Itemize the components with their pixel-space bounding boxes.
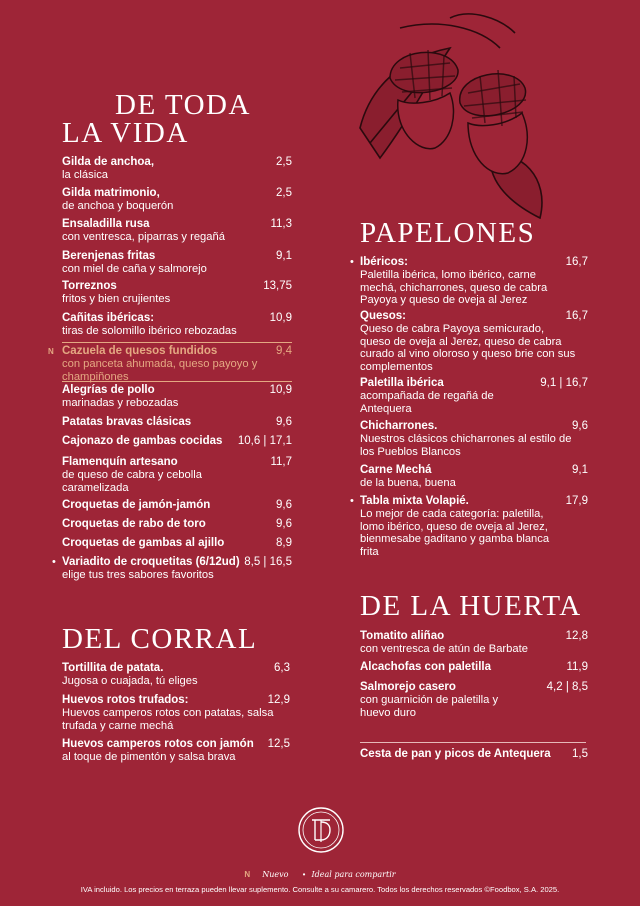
- item-name: Torreznos: [62, 280, 117, 292]
- item-description: Queso de cabra Payoya semicurado, queso de oveja al Jerez, queso de cabra curado al vino oloroso y queso brie con sus complementos: [360, 323, 576, 373]
- item-description: con ventresca de atún de Barbate: [360, 643, 528, 655]
- new-mark: N: [48, 347, 54, 356]
- section-title-la-vida: LA VIDA: [62, 117, 189, 149]
- item-name: Ibéricos:: [360, 256, 408, 268]
- menu-item: [62, 250, 292, 280]
- menu-list-de-toda-la-vida: [48, 156, 292, 584]
- menu-item: [62, 218, 292, 250]
- item-description: Huevos camperos rotos con patatas, salsa trufada y carne mechá: [62, 707, 274, 732]
- item-name: Quesos:: [360, 310, 407, 322]
- menu-item: [360, 630, 588, 661]
- item-name: Cajonazo de gambas cocidas: [62, 435, 223, 447]
- menu-list-de-la-huerta: [360, 630, 588, 725]
- item-price: 9,6: [276, 499, 292, 511]
- item-price: 11,9: [566, 661, 588, 673]
- menu-item: [350, 495, 588, 558]
- item-price: 9,6: [276, 416, 292, 428]
- menu-item: [62, 416, 292, 435]
- item-name: Huevos rotos trufados:: [62, 694, 189, 706]
- item-description: Lo mejor de cada categoría: paletilla, lomo ibérico, queso de oveja al Jerez, bienmesabe gaditano y gamba blanca frita: [360, 508, 550, 558]
- item-price: 9,4: [276, 345, 292, 357]
- legend: [0, 870, 640, 880]
- item-name: Tabla mixta Volapié.: [360, 495, 469, 507]
- item-description: la clásica: [62, 169, 109, 181]
- menu-item: [360, 377, 588, 420]
- item-description: Jugosa o cuajada, tú eliges: [62, 675, 198, 687]
- item-price: 11,3: [270, 218, 292, 230]
- menu-item: [62, 435, 292, 456]
- menu-item-featured: [48, 342, 292, 383]
- legend-new-mark: N: [244, 870, 251, 879]
- item-description: al toque de pimentón y salsa brava: [62, 751, 236, 763]
- item-name: Cazuela de quesos fundidos: [62, 345, 218, 357]
- item-description: con miel de caña y salmorejo: [62, 263, 207, 275]
- share-mark: •: [350, 256, 354, 268]
- section-title-papelones: PAPELONES: [360, 217, 536, 249]
- menu-item: [62, 187, 292, 218]
- item-price: 13,75: [263, 280, 292, 292]
- share-mark: •: [350, 495, 354, 507]
- item-name: Cesta de pan y picos de Antequera: [360, 748, 551, 760]
- menu-item: [62, 518, 292, 537]
- item-description: de queso de cabra y cebolla caramelizada: [62, 469, 202, 494]
- item-name: Huevos camperos rotos con jamón: [62, 738, 254, 750]
- item-price: 2,5: [276, 187, 292, 199]
- item-name: Alegrías de pollo: [62, 384, 155, 396]
- menu-item: [62, 662, 290, 694]
- menu-item: [62, 280, 292, 312]
- item-price: 17,9: [565, 495, 588, 507]
- menu-item: [350, 256, 588, 310]
- menu-item: [360, 748, 588, 764]
- item-name: Variadito de croquetitas (6/12ud): [62, 556, 240, 568]
- item-description: elige tus tres sabores favoritos: [62, 569, 214, 581]
- menu-item: [62, 499, 292, 518]
- item-price: 8,9: [276, 537, 292, 549]
- monogram-logo-icon: [297, 806, 345, 854]
- item-price: 12,8: [565, 630, 588, 642]
- menu-item: [62, 312, 292, 342]
- item-price: 2,5: [276, 156, 292, 168]
- menu-item: [62, 738, 290, 768]
- menu-item: [360, 661, 588, 681]
- item-description: tiras de solomillo ibérico rebozadas: [62, 325, 237, 337]
- item-description: Nuestros clásicos chicharrones al estilo de los Pueblos Blancos: [360, 433, 572, 458]
- item-name: Carne Mechá: [360, 464, 432, 476]
- item-name: Croquetas de gambas al ajillo: [62, 537, 225, 549]
- item-description: de anchoa y boquerón: [62, 200, 174, 212]
- menu-item: [52, 556, 292, 584]
- item-price: 12,9: [267, 694, 290, 706]
- item-name: Tortillita de patata.: [62, 662, 164, 674]
- divider: [360, 742, 586, 743]
- menu-item: [360, 310, 588, 377]
- menu-item: [62, 384, 292, 416]
- legend-new-label: Nuevo: [262, 870, 289, 879]
- menu-list-del-corral: [62, 662, 290, 768]
- item-description: marinadas y rebozadas: [62, 397, 179, 409]
- item-name: Croquetas de rabo de toro: [62, 518, 206, 530]
- item-description: con panceta ahumada, queso payoyo y champiñones: [62, 358, 258, 383]
- share-mark: •: [52, 556, 56, 568]
- legend-share-label: Ideal para compartir: [311, 870, 396, 879]
- footer-note: IVA incluido. Los precios en terraza pueden llevar suplemento. Consulte a su camarero. Todos los derechos reservados ©Foodbox, S.A. 2025.: [80, 885, 560, 894]
- item-price: 9,6: [572, 420, 588, 432]
- menu-list-papelones: [350, 256, 588, 558]
- item-name: Alcachofas con paletilla: [360, 661, 492, 673]
- item-price: 9,1: [276, 250, 292, 262]
- section-title-del-corral: DEL CORRAL: [62, 623, 258, 655]
- item-name: Flamenquín artesano: [62, 456, 178, 468]
- item-price: 9,6: [276, 518, 292, 530]
- item-price: 9,1 | 16,7: [540, 377, 588, 389]
- item-description: con guarnición de paletilla y huevo duro: [360, 694, 499, 719]
- section-title-de-la-huerta: DE LA HUERTA: [360, 590, 582, 622]
- item-name: Ensaladilla rusa: [62, 218, 150, 230]
- item-price: 8,5 | 16,5: [244, 556, 292, 568]
- item-name: Berenjenas fritas: [62, 250, 156, 262]
- item-description: Paletilla ibérica, lomo ibérico, carne mechá, chicharrones, queso de cabra Payoya y queso de oveja al Jerez: [360, 269, 548, 306]
- legend-share-mark: •: [302, 870, 306, 879]
- item-price: 10,6 | 17,1: [237, 435, 292, 447]
- item-name: Gilda matrimonio,: [62, 187, 160, 199]
- item-description: con ventresca, piparras y regañá: [62, 231, 225, 243]
- item-name: Salmorejo casero: [360, 681, 456, 693]
- section-title-de-toda: DE TODA: [115, 89, 251, 121]
- item-price: 9,1: [572, 464, 588, 476]
- menu-list-extra: [360, 748, 588, 764]
- item-name: Paletilla ibérica: [360, 377, 444, 389]
- item-name: Cañitas ibéricas:: [62, 312, 155, 324]
- menu-item: [360, 420, 588, 464]
- menu-item: [62, 456, 292, 499]
- item-name: Tomatito aliñao: [360, 630, 445, 642]
- acorn-illustration-icon: [340, 8, 580, 223]
- menu-item: [62, 537, 292, 556]
- item-price: 1,5: [572, 748, 588, 760]
- item-name: Croquetas de jamón-jamón: [62, 499, 211, 511]
- item-price: 10,9: [269, 312, 292, 324]
- menu-item: [360, 681, 588, 725]
- menu-item: [62, 156, 292, 187]
- item-price: 4,2 | 8,5: [546, 681, 588, 693]
- menu-item: [360, 464, 588, 495]
- item-price: 10,9: [269, 384, 292, 396]
- item-price: 16,7: [565, 310, 588, 322]
- item-price: 16,7: [565, 256, 588, 268]
- item-price: 12,5: [265, 738, 290, 751]
- item-name: Gilda de anchoa,: [62, 156, 155, 168]
- menu-item: [62, 694, 290, 738]
- item-description: acompañada de regañá de Antequera: [360, 390, 494, 415]
- item-description: fritos y bien crujientes: [62, 293, 171, 305]
- item-name: Patatas bravas clásicas: [62, 416, 192, 428]
- item-description: de la buena, buena: [360, 477, 456, 489]
- item-price: 6,3: [274, 662, 290, 674]
- item-price: 11,7: [270, 456, 292, 468]
- item-name: Chicharrones.: [360, 420, 438, 432]
